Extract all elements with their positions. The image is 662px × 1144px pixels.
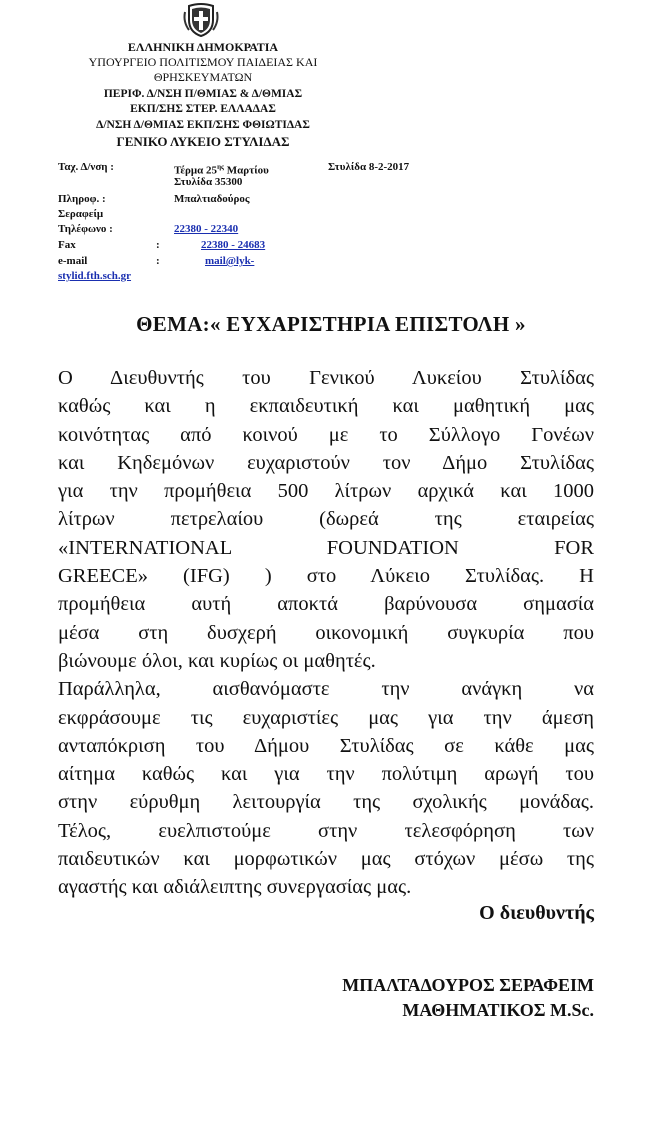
signature-role: Ο διευθυντής [479,902,594,924]
body-line: στην εύρυθμη λειτουργία της σχολικής μονάδας. [58,791,594,814]
email-colon: : [156,255,160,267]
email-label: e-mail [58,255,88,267]
body-line: για την προμήθεια 500 λίτρων αρχικά και 1000 [58,480,594,503]
body-line: Τέλος, ευελπιστούμε στην τελεσφόρηση των [58,819,594,842]
info-value: Μπαλτιαδούρος [174,193,250,205]
body-line: εκφράσουμε τις ευχαριστίες μας για την άμεση [58,706,594,729]
address-line2: Στυλίδα 35300 [174,176,243,188]
phone-link[interactable]: 22380 - 22340 [174,223,239,235]
body-line: Ο Διευθυντής του Γενικού Λυκείου Στυλίδας [58,367,594,389]
email-link-cont[interactable]: stylid.fth.sch.gr [58,270,132,282]
body-line: βιώνουμε όλοι, και κυρίως οι μαθητές. [58,649,376,672]
body-line: κοινότητας από κοινού με το Σύλλογο Γονέων [58,423,594,446]
document-date: Στυλίδα 8-2-2017 [328,161,410,173]
header-line-republic: ΕΛΛΗΝΙΚΗ ΔΗΜΟΚΡΑΤΙΑ [127,40,279,54]
header-line-ministry-cont: ΘΡΗΣΚΕΥΜΑΤΩΝ [153,70,253,84]
fax-link[interactable]: 22380 - 24683 [201,239,266,251]
greek-coat-of-arms-icon [181,2,221,38]
fax-label: Fax [58,239,76,251]
header-line-regional-cont: ΕΚΠ/ΣΗΣ ΣΤΕΡ. ΕΛΛΑΔΑΣ [130,103,276,115]
phone-label: Τηλέφωνο : [58,223,113,235]
address-line1: Τέρμα $25^{\eta\varsigma}$ Μαρτίου [174,163,269,177]
body-line: αγαστής και αδιάλειπτης συνεργασίας μας. [58,876,412,899]
header-line-regional: ΠΕΡΙΦ. Δ/ΝΣΗ Π/ΘΜΙΑΣ & Δ/ΘΜΙΑΣ [103,88,303,100]
header-line-directorate: Δ/ΝΣΗ Δ/ΘΜΙΑΣ ΕΚΠ/ΣΗΣ ΦΘΙΩΤΙΔΑΣ [96,119,310,131]
body-line: μέσα στη δυσχερή οικονομική συγκυρία που [58,621,594,644]
body-line: λίτρων πετρελαίου (δωρεά της εταιρείας [58,508,594,531]
info-label: Πληροφ. : [58,193,106,205]
signature-title: ΜΑΘΗΜΑΤΙΚΟΣ M.Sc. [402,1000,594,1020]
address-label: Ταχ. Δ/νση : [58,161,114,173]
body-line: Παράλληλα, αισθανόμαστε την ανάγκη να [58,678,594,701]
body-line: ανταπόκριση του Δήμου Στυλίδας σε κάθε μας [58,734,594,757]
body-line: προμήθεια αυτή αποκτά βαρύνουσα σημασία [58,593,594,616]
info-value-cont: Σεραφείμ [58,208,104,220]
letter-body [58,364,594,902]
body-line: καθώς και η εκπαιδευτική και μαθητική μας [58,395,594,418]
body-line: παιδευτικών και μορφωτικών μας στόχων μέσω της [58,848,594,871]
header-line-ministry: ΥΠΟΥΡΓΕΙΟ ΠΟΛΙΤΙΣΜΟΥ ΠΑΙΔΕΙΑΣ ΚΑΙ [88,55,318,69]
body-line: «INTERNATIONAL FOUNDATION FOR [58,536,594,559]
subject-title: ΘΕΜΑ:« ΕΥΧΑΡΙΣΤΗΡΙΑ ΕΠΙΣΤΟΛΗ » [136,312,526,336]
email-link[interactable]: mail@lyk- [205,255,255,267]
fax-colon: : [156,239,160,251]
body-line: GREECE» (IFG) ) στο Λύκειο Στυλίδας. Η [58,565,594,588]
body-line: αίτημα καθώς και για την πολύτιμη αρωγή του [58,763,594,786]
body-line: και Κηδεμόνων ευχαριστούν τον Δήμο Στυλίδας [58,451,594,474]
header-line-school: ΓΕΝΙΚΟ ΛΥΚΕΙΟ ΣΤΥΛΙΔΑΣ [116,134,290,149]
signature-name: ΜΠΑΛΤΑΔΟΥΡΟΣ ΣΕΡΑΦΕΙΜ [342,975,594,995]
